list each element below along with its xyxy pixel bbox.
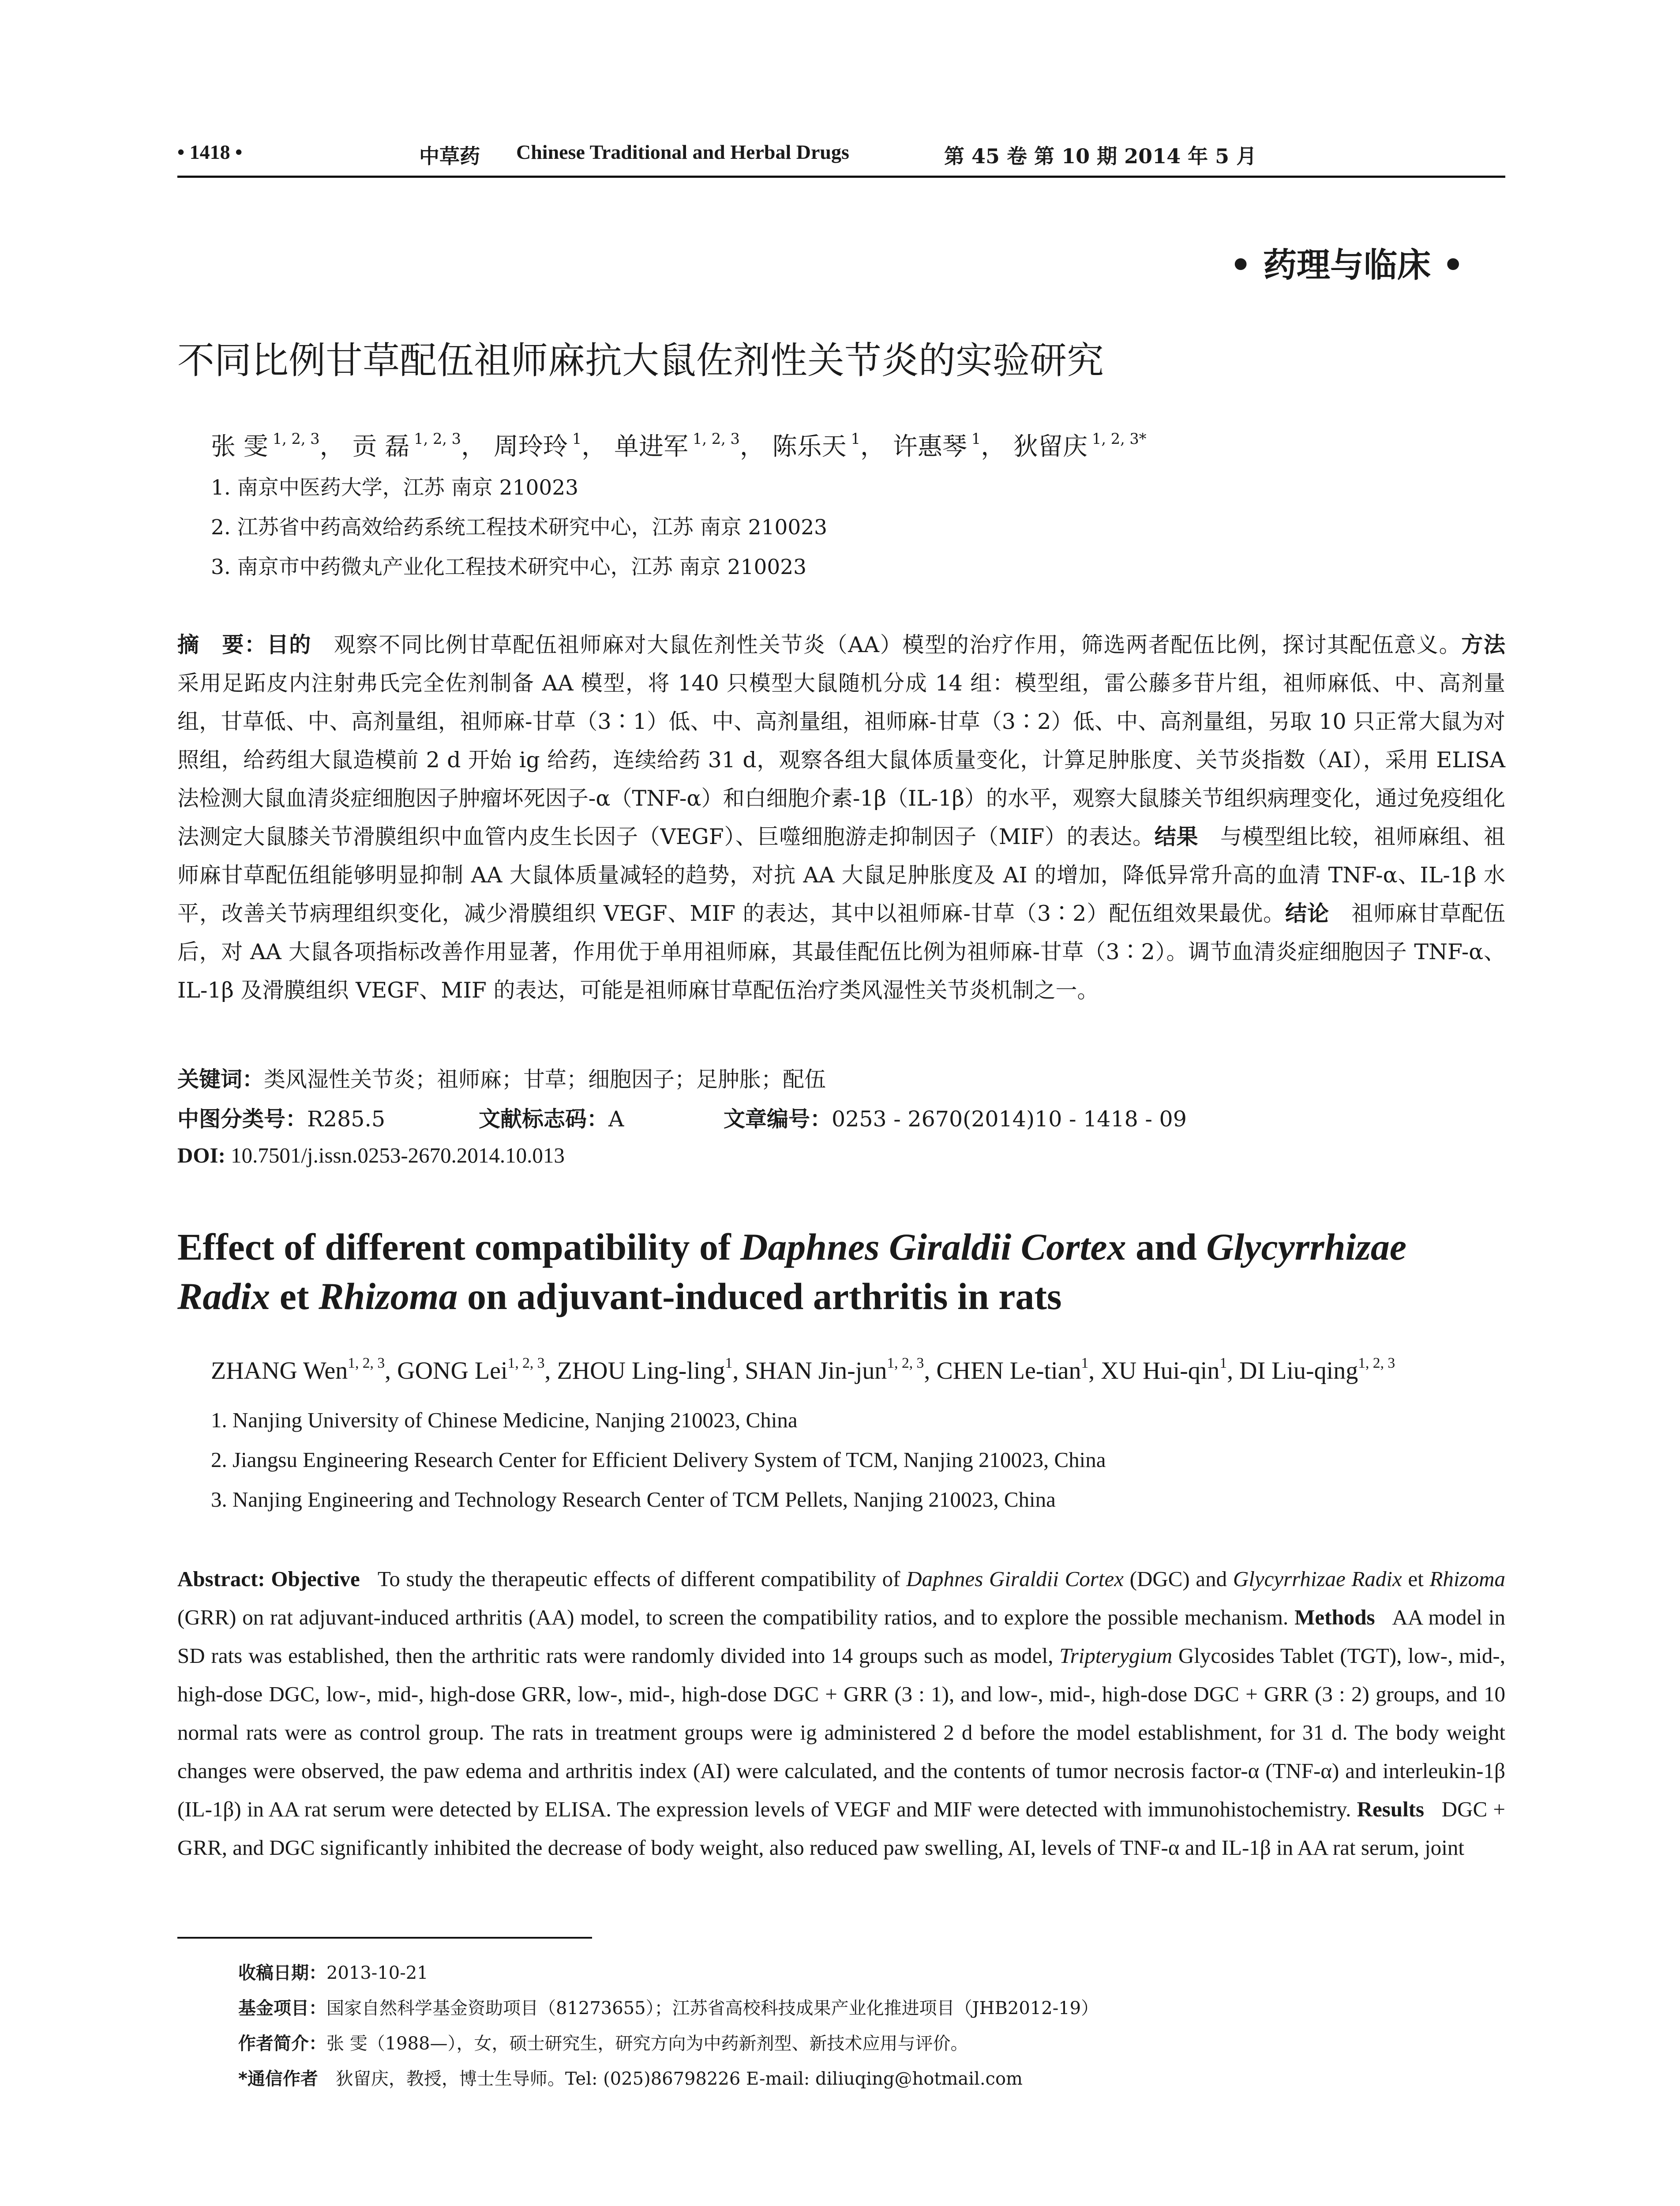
- author-affil-sup: 1: [572, 430, 582, 447]
- abstract-text: (DGC) and: [1123, 1567, 1233, 1591]
- journal-name-en: Chinese Traditional and Herbal Drugs: [516, 141, 849, 163]
- english-affiliation: 1. Nanjing University of Chinese Medicine, Nanjing 210023, China: [211, 1408, 798, 1432]
- author-name: GONG Lei: [397, 1357, 508, 1384]
- author-affil-sup: 1: [725, 1354, 733, 1371]
- corr-value: 狄留庆，教授，博士生导师。Tel: (025)86798226 E-mail: diliuqing@hotmail.com: [335, 2069, 1023, 2089]
- author-affil-sup: 1, 2, 3*: [1092, 430, 1147, 447]
- author-name: XU Hui-qin: [1101, 1357, 1220, 1384]
- english-affiliation: 2. Jiangsu Engineering Research Center for Efficient Delivery System of TCM, Nanjing 210023, China: [211, 1448, 1106, 1472]
- author-affil-sup: 1: [1219, 1354, 1227, 1371]
- author-affil-sup: 1, 2, 3: [348, 1354, 385, 1371]
- title-italic: Rhizoma: [319, 1275, 458, 1317]
- author-name: 张 雯: [211, 432, 268, 461]
- received-label: 收稿日期：: [238, 1963, 326, 1983]
- title-text: et: [270, 1275, 319, 1317]
- journal-issue: 第 45 卷 第 10 期 2014 年 5 月: [944, 144, 1257, 168]
- journal-name-cn: 中草药: [419, 144, 480, 168]
- author-name: 贡 磊: [352, 432, 410, 461]
- author-name: ZHOU Ling-ling: [557, 1357, 725, 1384]
- methods-label: 方法: [1461, 632, 1505, 657]
- abstract-label: 摘 要：: [177, 632, 267, 657]
- chinese-author-list: 张 雯 $^{1, 2, 3}$， 贡 磊 $^{1, 2, 3}$， 周玲玲 $^1$， 单进军 $^{1, 2, 3}$， 陈乐天 $^1$， 许惠琴 $^1$， 狄留庆 $^{1, 2, 3*}$: [211, 430, 1147, 461]
- abstract-objective-label: Abstract: Objective: [177, 1567, 360, 1591]
- abstract-text: Glycosides Tablet (TGT), low-, mid-, high-dose DGC, low-, mid-, high-dose GRR, low-, mid-, high-dose DGC + GRR (3 : 1), and low-, mid-, high-dose DGC + GRR (3 : 2) groups, and 10 normal rats were as control group. The rats in treatment groups were ig administered 2 d before the model establishment, for 31 d. The body weight changes were observed, the paw edema and arthritis index (AI) were calculated, and the contents of tumor necrosis factor-α (TNF-α) and interleukin-1β (IL-1β) in AA rat serum were detected by ELISA. The expression levels of VEGF and MIF were detected with immunohistochemistry.: [177, 1643, 1505, 1821]
- classification-number: [177, 1102, 385, 1133]
- results-label: Results: [1357, 1797, 1425, 1821]
- doi-label: DOI:: [177, 1143, 225, 1167]
- author-name: 单进军: [614, 432, 689, 461]
- english-author-list: ZHANG Wen$^{1, 2, 3}$, GONG Lei$^{1, 2, 3}$, ZHOU Ling-ling$^1$, SHAN Jin-jun$^{1, 2, 3}$, CHEN Le-tian$^1$, XU Hui-qin$^1$, DI Liu-qing$^{1, 2, 3}$: [211, 1354, 1395, 1384]
- article-number: [724, 1102, 1187, 1133]
- header-rule: [177, 176, 1505, 178]
- author-affil-sup: 1: [971, 430, 981, 447]
- classification-value: R285.5: [307, 1107, 386, 1132]
- author-affil-sup: 1, 2, 3: [272, 430, 320, 447]
- chinese-affiliation: 2. 江苏省中药高效给药系统工程技术研究中心，江苏 南京 210023: [211, 515, 828, 540]
- title-italic: Daphnes Giraldii Cortex: [740, 1226, 1126, 1268]
- author-name: SHAN Jin-jun: [745, 1357, 887, 1384]
- doc-code-value: A: [608, 1107, 624, 1132]
- author-affil-sup: 1, 2, 3: [414, 430, 461, 447]
- author-affil-sup: 1, 2, 3: [1358, 1354, 1395, 1371]
- article-no-value: 0253 - 2670(2014)10 - 1418 - 09: [832, 1107, 1187, 1132]
- results-text: 与模型组比较，祖师麻组、祖师麻甘草配伍组能够明显抑制 AA 大鼠体质量减轻的趋势，对抗 AA 大鼠足肿胀度及 AI 的增加，降低异常升高的血清 TNF-α、IL-1β 水平，改善关节病理组织变化，减少滑膜组织 VEGF、MIF 的表达，其中以祖师麻-甘草（3∶2）配伍组效果最优。: [177, 824, 1505, 926]
- english-abstract: [177, 1560, 1505, 1867]
- methods-label: Methods: [1294, 1605, 1375, 1629]
- abstract-italic: Rhizoma: [1429, 1567, 1505, 1591]
- title-text: Effect of different compatibility of: [177, 1226, 741, 1268]
- corr-label: *通信作者: [238, 2069, 318, 2089]
- methods-text: 采用足跖皮内注射弗氏完全佐剂制备 AA 模型，将 140 只模型大鼠随机分成 14 组：模型组，雷公藤多苷片组，祖师麻低、中、高剂量组，甘草低、中、高剂量组，祖师麻-甘草（3∶1）低、中、高剂量组，祖师麻-甘草（3∶2）低、中、高剂量组，另取 10 只正常大鼠为对照组，给药组大鼠造模前 2 d 开始 ig 给药，连续给药 31 d，观察各组大鼠体质量变化，计算足肿胀度、关节炎指数（AI），采用 ELISA 法检测大鼠血清炎症细胞因子肿瘤坏死因子-α（TNF-α）和白细胞介素-1β（IL-1β）的水平，观察大鼠膝关节组织病理变化，通过免疫组化法测定大鼠膝关节滑膜组织中血管内皮生长因子（VEGF）、巨噬细胞游走抑制因子（MIF）的表达。: [177, 671, 1505, 849]
- author-name: ZHANG Wen: [211, 1357, 348, 1384]
- title-italic: Glycyrrhizae Radix: [177, 1226, 1407, 1317]
- objective-text: 观察不同比例甘草配伍祖师麻对大鼠佐剂性关节炎（AA）模型的治疗作用，筛选两者配伍比例，探讨其配伍意义。: [334, 632, 1462, 657]
- keywords-label: 关键词：: [177, 1067, 264, 1092]
- chinese-title: 不同比例甘草配伍祖师麻抗大鼠佐剂性关节炎的实验研究: [177, 339, 1104, 382]
- doi-value: 10.7501/j.issn.0253-2670.2014.10.013: [225, 1143, 565, 1167]
- chinese-affiliation: 1. 南京中医药大学，江苏 南京 210023: [211, 476, 579, 500]
- author-name: 陈乐天: [772, 432, 847, 461]
- footnote-bio: [238, 2030, 968, 2055]
- classification-label: 中图分类号：: [177, 1107, 308, 1132]
- footnote-fund: [238, 1994, 1099, 2019]
- english-title: [177, 1222, 1505, 1321]
- keywords-value: 类风湿性关节炎；祖师麻；甘草；细胞因子；足肿胀；配伍: [264, 1067, 826, 1092]
- author-name: 狄留庆: [1013, 432, 1088, 461]
- footnote-received: [238, 1959, 428, 1984]
- footnote-rule: [177, 1937, 592, 1939]
- title-text: on adjuvant-induced arthritis in rats: [458, 1275, 1062, 1317]
- author-name: CHEN Le-tian: [936, 1357, 1081, 1384]
- document-code: [479, 1102, 624, 1133]
- abstract-italic: Glycyrrhizae Radix: [1233, 1567, 1402, 1591]
- results-label: 结果: [1154, 824, 1199, 849]
- author-affil-sup: 1, 2, 3: [887, 1354, 924, 1371]
- author-affil-sup: 1: [1081, 1354, 1089, 1371]
- abstract-text: et: [1402, 1567, 1430, 1591]
- keywords: [177, 1062, 826, 1093]
- conclusion-label: 结论: [1285, 901, 1330, 926]
- page-number: • 1418 •: [177, 141, 243, 163]
- doc-code-label: 文献标志码：: [479, 1107, 609, 1132]
- abstract-text: DGC + GRR, and DGC significantly inhibited the decrease of body weight, also reduced paw swelling, AI, levels of TNF-α and IL-1β in AA rat serum, joint: [177, 1797, 1506, 1860]
- bio-value: 张 雯（1988—），女，硕士研究生，研究方向为中药新剂型、新技术应用与评价。: [326, 2033, 968, 2054]
- abstract-text: To study the therapeutic effects of different compatibility of: [377, 1567, 907, 1591]
- title-text: and: [1126, 1226, 1207, 1268]
- conclusion-text: 祖师麻甘草配伍后，对 AA 大鼠各项指标改善作用显著，作用优于单用祖师麻，其最佳配伍比例为祖师麻-甘草（3∶2）。调节血清炎症细胞因子 TNF-α、IL-1β 及滑膜组织 VEGF、MIF 的表达，可能是祖师麻甘草配伍治疗类风湿性关节炎机制之一。: [177, 901, 1505, 1003]
- author-name: DI Liu-qing: [1239, 1357, 1358, 1384]
- fund-value: 国家自然科学基金资助项目（81273655）；江苏省高校科技成果产业化推进项目（JHB2012-19）: [326, 1998, 1099, 2018]
- author-affil-sup: 1: [851, 430, 861, 447]
- author-affil-sup: 1, 2, 3: [693, 430, 740, 447]
- abstract-italic: Tripterygium: [1059, 1643, 1173, 1668]
- author-name: 许惠琴: [892, 432, 967, 461]
- article-no-label: 文章编号：: [724, 1107, 832, 1132]
- section-label: • 药理与临床 •: [1230, 245, 1464, 285]
- fund-label: 基金项目：: [238, 1998, 326, 2018]
- footnote-corresponding: [238, 2065, 1023, 2090]
- bio-label: 作者简介：: [238, 2033, 326, 2054]
- objective-label: 目的: [266, 632, 312, 657]
- chinese-abstract: [177, 626, 1505, 1009]
- author-affil-sup: 1, 2, 3: [507, 1354, 545, 1371]
- abstract-text: AA model in SD rats was established, then the arthritic rats were randomly divided into 14 groups such as model,: [177, 1605, 1505, 1668]
- doi: [177, 1143, 565, 1168]
- author-name: 周玲玲: [493, 432, 568, 461]
- abstract-text: (GRR) on rat adjuvant-induced arthritis (AA) model, to screen the compatibility ratios, and to explore the possible mechanism.: [177, 1605, 1295, 1629]
- abstract-italic: Daphnes Giraldii Cortex: [906, 1567, 1124, 1591]
- english-affiliation: 3. Nanjing Engineering and Technology Research Center of TCM Pellets, Nanjing 210023, China: [211, 1487, 1056, 1512]
- received-value: 2013-10-21: [326, 1963, 428, 1983]
- chinese-affiliation: 3. 南京市中药微丸产业化工程技术研究中心，江苏 南京 210023: [211, 555, 807, 579]
